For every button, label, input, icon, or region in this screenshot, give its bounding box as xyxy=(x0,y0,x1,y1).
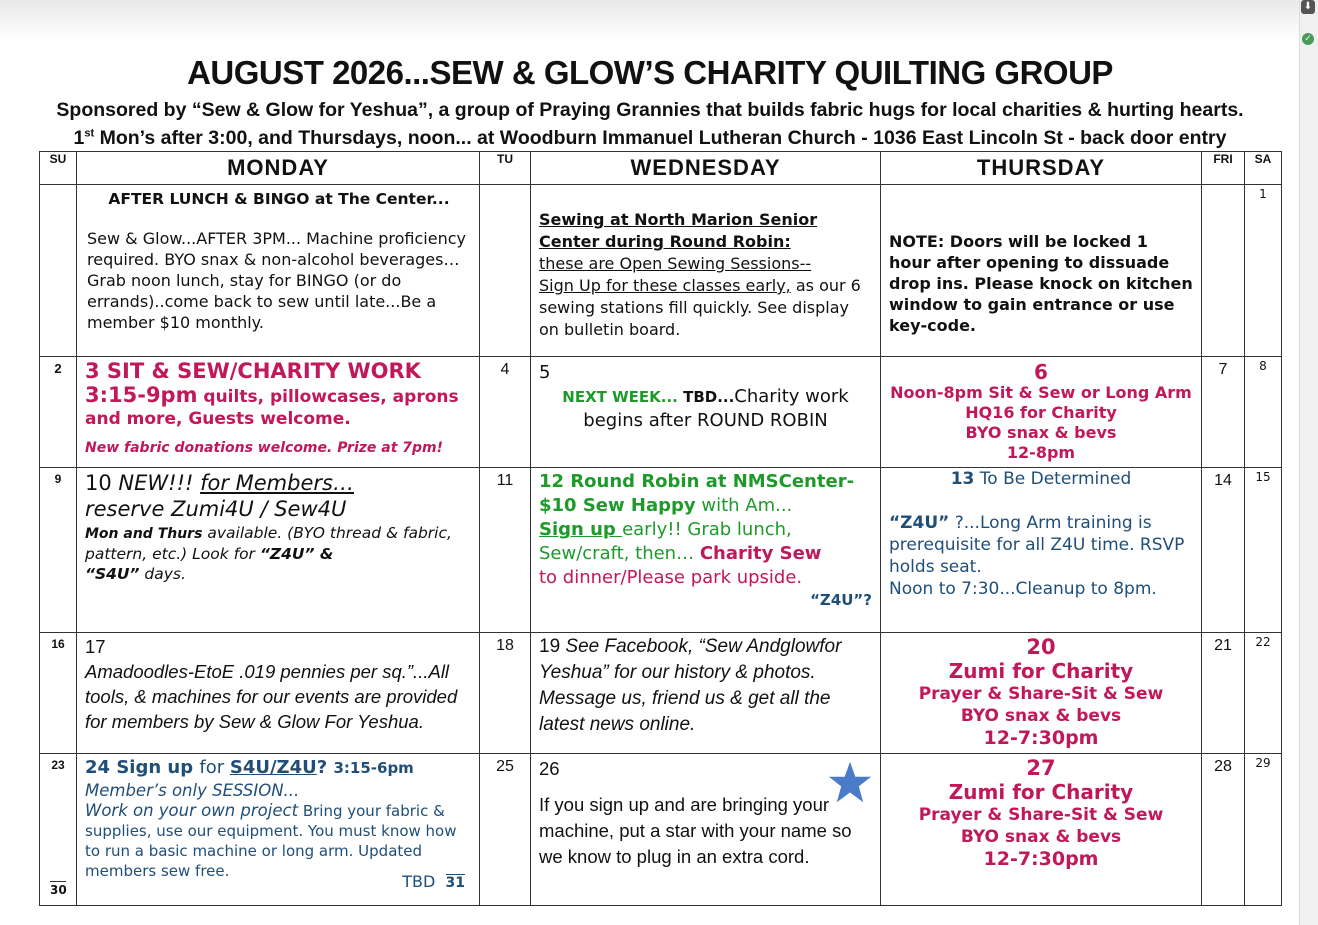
day-cell-fri xyxy=(1202,468,1245,633)
thursday-byo: BYO snax & bevs xyxy=(965,423,1117,442)
thursday-text: “Z4U” ?...Long Arm training is prerequisite for all Z4U time. RSVP holds seat. xyxy=(889,513,1185,577)
day-cell-fri xyxy=(1202,633,1245,754)
day-cell-sa xyxy=(1245,357,1282,468)
day-cell-fri xyxy=(1202,357,1245,468)
day-cell-wed xyxy=(531,633,881,754)
header-monday: MONDAY xyxy=(77,152,480,185)
day-number: 23 xyxy=(51,758,65,772)
day-cell-tu xyxy=(480,633,531,754)
day-number-30: 30 xyxy=(50,883,67,897)
thursday-prayer: Prayer & Share-Sit & Sew xyxy=(918,684,1164,704)
header-tu: TU xyxy=(480,152,531,185)
day-cell-wed xyxy=(531,754,881,906)
day-number: 6 xyxy=(1034,360,1048,384)
day-cell-thu xyxy=(881,185,1202,357)
check-circle-icon: ✓ xyxy=(1302,33,1314,45)
day-cell-mon xyxy=(77,633,480,754)
header-row xyxy=(40,152,1282,185)
thursday-time: 12-7:30pm xyxy=(983,727,1099,749)
thursday-time: 12-7:30pm xyxy=(983,848,1099,870)
day-cell-sa xyxy=(1245,185,1282,357)
monday-text: Sew & Glow...AFTER 3PM... Machine proficiency required. BYO snax & non-alcohol beverages… Grab noon lunch, stay for BINGO (or do errands)..come back to sew until late...Be a member $10 monthly. xyxy=(87,229,466,332)
monday-title: 10 NEW!!! for Members… xyxy=(85,471,354,495)
monday-text: Mon and Thurs available. (BYO thread & fabric, pattern, etc.) Look for “Z4U” & “S4U” days. xyxy=(85,524,452,583)
day-cell-su xyxy=(40,754,77,906)
week-row-4 xyxy=(40,633,1282,754)
day-number: 26 xyxy=(539,758,560,779)
download-icon[interactable]: ⬇ xyxy=(1301,0,1315,14)
wednesday-text: 19 See Facebook, “Sew Andglowfor Yeshua” for our history & photos. Message us, friend us & get all the latest news online. xyxy=(539,636,842,735)
day-cell-mon xyxy=(77,357,480,468)
day-number: 16 xyxy=(51,637,65,651)
day-number: 4 xyxy=(500,361,510,378)
day-number: 21 xyxy=(1214,637,1232,654)
week-row-1 xyxy=(40,185,1282,357)
day-cell-fri xyxy=(1202,185,1245,357)
day-cell-su xyxy=(40,185,77,357)
day-cell-su xyxy=(40,633,77,754)
day-cell-tu xyxy=(480,185,531,357)
header-wednesday: WEDNESDAY xyxy=(531,152,881,185)
monday-text: Work on your own project Bring your fabric & supplies, use our equipment. You must know how to run a basic machine or long arm. Updated members sew free. xyxy=(85,801,457,880)
week-row-5 xyxy=(40,754,1282,906)
week-row-3 xyxy=(40,468,1282,633)
thursday-title: 13 To Be Determined xyxy=(950,469,1132,489)
day-cell-thu xyxy=(881,633,1202,754)
day-number: 5 xyxy=(539,362,551,383)
thursday-title: Zumi for Charity xyxy=(948,780,1134,804)
day-cell-mon xyxy=(77,185,480,357)
header-fri: FRI xyxy=(1202,152,1245,185)
monday-text: 3:15-9pm quilts, pillowcases, aprons and more, Guests welcome. xyxy=(85,383,459,429)
thursday-noon: Noon to 7:30...Cleanup to 8pm. xyxy=(889,579,1157,599)
day-number: 29 xyxy=(1255,756,1271,770)
scrollbar[interactable] xyxy=(1299,0,1318,925)
day-number: 15 xyxy=(1255,470,1271,484)
day-number: 11 xyxy=(496,472,514,489)
day-number: 1 xyxy=(1259,187,1267,201)
monday-title: 24 Sign up for S4U/Z4U? 3:15-6pm xyxy=(85,757,414,778)
day-cell-thu xyxy=(881,357,1202,468)
wednesday-text: $10 Sew Happy with Am... Sign up early!! Grab lunch, Sew/craft, then… Charity Sew xyxy=(539,495,822,564)
day-number: 7 xyxy=(1218,361,1228,378)
wednesday-title: 12 Round Robin at NMSCenter- xyxy=(539,471,855,492)
day-cell-sa xyxy=(1245,633,1282,754)
page-title: AUGUST 2026...SEW & GLOW’S CHARITY QUILTING GROUP xyxy=(187,54,1113,91)
day-cell-mon xyxy=(77,468,480,633)
day-number: 14 xyxy=(1214,472,1232,489)
monday-note: New fabric donations welcome. Prize at 7pm! xyxy=(85,440,444,456)
day-cell-su xyxy=(40,357,77,468)
thursday-prayer: Prayer & Share-Sit & Sew xyxy=(918,805,1164,825)
day-number: 25 xyxy=(496,758,514,775)
wednesday-dinner: to dinner/Please park upside. xyxy=(539,567,803,588)
header-su: SU xyxy=(40,152,77,185)
day-cell-fri xyxy=(1202,754,1245,906)
thursday-time: 12-8pm xyxy=(1006,443,1076,462)
subtitle-location: 1st Mon’s after 3:00, and Thursdays, noon... at Woodburn Immanuel Lutheran Church - 1036 East Lincoln St - back door entry xyxy=(73,127,1227,149)
monday-text: Amadoodles-EtoE .019 pennies per sq.”...All tools, & machines for our events are provided for members by Sew & Glow For Yeshua. xyxy=(85,661,458,732)
wednesday-text: NEXT WEEK... TBD...Charity work begins after ROUND ROBIN xyxy=(562,386,849,431)
monday-tbd: TBD 31 xyxy=(402,872,465,891)
day-cell-tu xyxy=(480,468,531,633)
day-cell-mon xyxy=(77,754,480,906)
thursday-byo: BYO snax & bevs xyxy=(960,827,1122,847)
monday-title: 3 SIT & SEW/CHARITY WORK xyxy=(85,359,421,383)
monday-reserve: reserve Zumi4U / Sew4U xyxy=(85,497,347,521)
day-number: 28 xyxy=(1214,758,1232,775)
day-number: 22 xyxy=(1255,635,1271,649)
day-cell-wed xyxy=(531,185,881,357)
day-cell-tu xyxy=(480,754,531,906)
header-sa: SA xyxy=(1245,152,1282,185)
monday-heading: AFTER LUNCH & BINGO at The Center... xyxy=(108,190,450,208)
thursday-text: Noon-8pm Sit & Sew or Long Arm HQ16 for Charity xyxy=(890,383,1192,422)
day-cell-tu xyxy=(480,357,531,468)
wednesday-z4u: “Z4U”? xyxy=(810,591,872,609)
day-cell-thu xyxy=(881,754,1202,906)
day-number: 27 xyxy=(1026,756,1056,780)
day-number: 20 xyxy=(1026,635,1056,659)
thursday-byo: BYO snax & bevs xyxy=(960,706,1122,726)
header-thursday: THURSDAY xyxy=(881,152,1202,185)
thursday-note: NOTE: Doors will be locked 1 hour after opening to dissuade drop ins. Please knock on kitchen window to gain entrance or use key-code. xyxy=(889,232,1193,335)
day-cell-sa xyxy=(1245,468,1282,633)
thursday-title: Zumi for Charity xyxy=(948,659,1134,683)
day-cell-thu xyxy=(881,468,1202,633)
day-number: 9 xyxy=(54,472,62,486)
wednesday-heading: Sewing at North Marion Senior Center during Round Robin: xyxy=(539,210,818,251)
day-cell-wed xyxy=(531,357,881,468)
day-number: 2 xyxy=(54,361,62,376)
calendar-table xyxy=(39,151,1282,906)
day-number: 18 xyxy=(496,637,514,654)
day-number: 8 xyxy=(1259,359,1267,373)
week-row-2 xyxy=(40,357,1282,468)
wednesday-text: these are Open Sewing Sessions-- Sign Up for these classes early, as our 6 sewing stations fill quickly. See display on bulletin board. xyxy=(539,254,861,339)
wednesday-text: If you sign up and are bringing your machine, put a star with your name so we know to plug in an extra cord. xyxy=(539,794,852,867)
day-cell-sa xyxy=(1245,754,1282,906)
day-cell-wed xyxy=(531,468,881,633)
day-cell-su xyxy=(40,468,77,633)
star-icon xyxy=(828,760,872,804)
monday-member: Member’s only SESSION... xyxy=(85,781,300,800)
day-number: 17 xyxy=(85,636,106,657)
subtitle-sponsor: Sponsored by “Sew & Glow for Yeshua”, a group of Praying Grannies that builds fabric hugs for local charities & hurting hearts. xyxy=(56,99,1244,121)
